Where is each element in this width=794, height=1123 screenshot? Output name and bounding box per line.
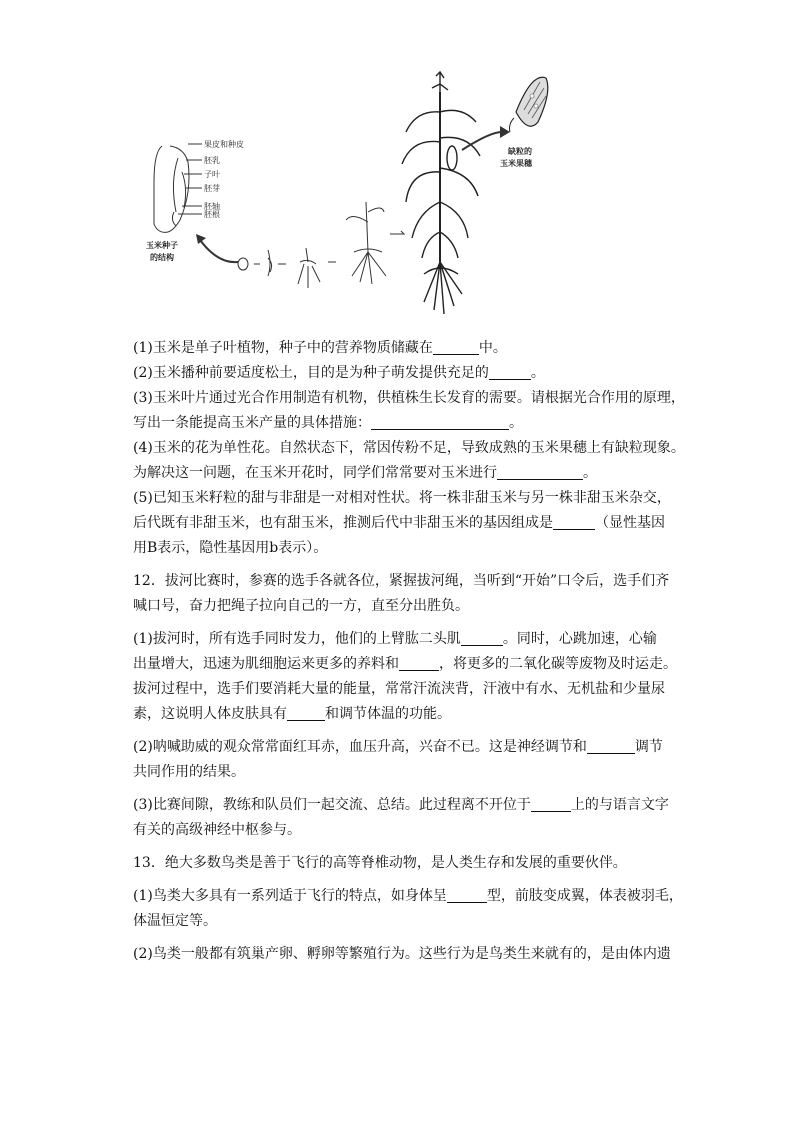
text-segment: (3)比赛间隙，教练和队员们一起交流、总结。此过程离不开位于 [133,797,531,813]
label-pericarp: 果皮和种皮 [204,140,244,149]
text-segment: 用B表示，隐性基因用b表示）。 [133,540,328,556]
ear-caption-line1: 缺粒的 [508,147,532,156]
text-segment: (1)玉米是单子叶植物，种子中的营养物质储藏在 [133,340,433,356]
answer-blank[interactable] [461,631,503,646]
text-segment: 。 [509,415,523,431]
text-segment: 为解决这一问题，在玉米开花时，同学们常常要对玉米进行 [133,465,497,481]
text-segment: 拔河过程中，选手们要消耗大量的能量，常常汗流浃背，汗液中有水、无机盐和少量尿 [133,681,665,697]
text-line [133,486,671,511]
text-segment: (5)已知玉米籽粒的甜与非甜是一对相对性状。将一株非甜玉米与另一株非甜玉米杂交， [133,490,671,506]
answer-blank[interactable] [531,797,571,812]
text-line [133,411,663,436]
text-segment: 。 [583,465,597,481]
text-segment: (1)鸟类大多具有一系列适于飞行的特点，如身体呈 [133,888,447,904]
seed-caption-line1: 玉米种子 [146,241,178,250]
text-line [133,652,677,677]
text-segment: 13．绝大多数鸟类是善于飞行的高等脊椎动物，是人类生存和发展的重要伙伴。 [133,855,627,871]
answer-blank[interactable] [433,340,479,355]
text-line [133,627,663,652]
text-segment: （显性基因 [595,515,665,531]
text-line [133,336,663,361]
corn-ear-icon [510,77,548,132]
text-segment: 上的与语言文字 [570,797,669,813]
text-line [133,942,671,967]
mature-corn-plant [402,72,480,314]
label-radicle: 胚根 [204,210,220,219]
text-line [133,461,663,486]
text-line [133,735,663,760]
text-line [133,851,663,876]
text-segment: (2)玉米播种前要适度松土，目的是为种子萌发提供充足的 [133,365,489,381]
text-segment: 后代既有非甜玉米，也有甜玉米，推测后代中非甜玉米的基因组成是 [133,515,553,531]
text-line [133,436,685,461]
text-line [133,511,663,536]
text-line [133,909,663,934]
text-segment: (1)拔河时，所有选手同时发力，他们的上臂肱二头肌 [133,631,461,647]
seed-caption-line2: 的结构 [150,253,174,262]
text-segment: 和调节体温的功能。 [325,706,451,722]
text-line [133,884,683,909]
text-segment: 。 [530,365,545,381]
text-segment: ，将更多的二氧化碳等废物及时运走。 [439,656,677,672]
answer-blank[interactable] [587,739,635,754]
text-segment: 中。 [478,340,507,356]
text-segment: (3)玉米叶片通过光合作用制造有机物，供植株生长发育的需要。请根据光合作用的原理， [133,390,685,406]
text-segment: (4)玉米的花为单性花。自然状态下，常因传粉不足，导致成熟的玉米果穗上有缺粒现象。 [133,440,685,456]
answer-blank[interactable] [489,365,531,380]
text-segment: 型，前肢变成翼，体表被羽毛， [486,888,683,904]
text-segment: 调节 [634,739,663,755]
answer-blank[interactable] [287,706,325,721]
answer-blank[interactable] [553,515,595,530]
text-segment: 。同时，心跳加速，心输 [502,631,657,647]
text-line [133,793,669,818]
text-segment: (2)呐喊助威的观众常常面红耳赤，血压升高，兴奋不已。这是神经调节和 [133,739,587,755]
text-segment: 共同作用的结果。 [133,764,245,780]
label-hypocotyl: 胚轴 [204,202,220,211]
text-line [133,760,663,785]
seed-structure-diagram [154,144,202,232]
text-line [133,361,663,386]
text-line [133,536,663,561]
answer-blank[interactable] [497,465,583,480]
text-segment: 体温恒定等。 [133,913,217,929]
answer-blank[interactable] [371,415,509,430]
germination-stages [238,202,404,288]
text-segment: 出量增大，迅速为肌细胞运来更多的养料和 [133,656,399,672]
answer-blank[interactable] [399,656,439,671]
text-line [133,386,685,411]
ear-caption-line2: 玉米果穗 [500,159,532,168]
text-line [133,569,670,594]
text-segment: 12．拔河比赛时，参赛的选手各就各位，紧握拔河绳，当听到“开始”口令后，选手们齐 [133,573,670,589]
text-line [133,677,663,702]
label-endosperm: 胚乳 [204,156,220,165]
answer-blank[interactable] [447,888,487,903]
text-segment: 素，这说明人体皮肤具有 [133,706,287,722]
text-segment: (2)鸟类一般都有筑巢产卵、孵卵等繁殖行为。这些行为是鸟类生来就有的，是由体内遗 [133,946,671,962]
label-cotyledon: 子叶 [204,170,220,179]
text-line [133,702,663,727]
text-segment: 喊口号，奋力把绳子拉向自己的一方，直至分出胜负。 [133,598,469,614]
text-segment: 有关的高级神经中枢参与。 [133,822,301,838]
question-text [133,336,685,967]
text-segment: 写出一条能提高玉米产量的具体措施： [133,415,371,431]
text-line [133,818,663,843]
curved-arrow [200,240,238,262]
label-plumule: 胚芽 [204,184,220,193]
corn-growth-figure [140,62,560,324]
text-line [133,594,663,619]
